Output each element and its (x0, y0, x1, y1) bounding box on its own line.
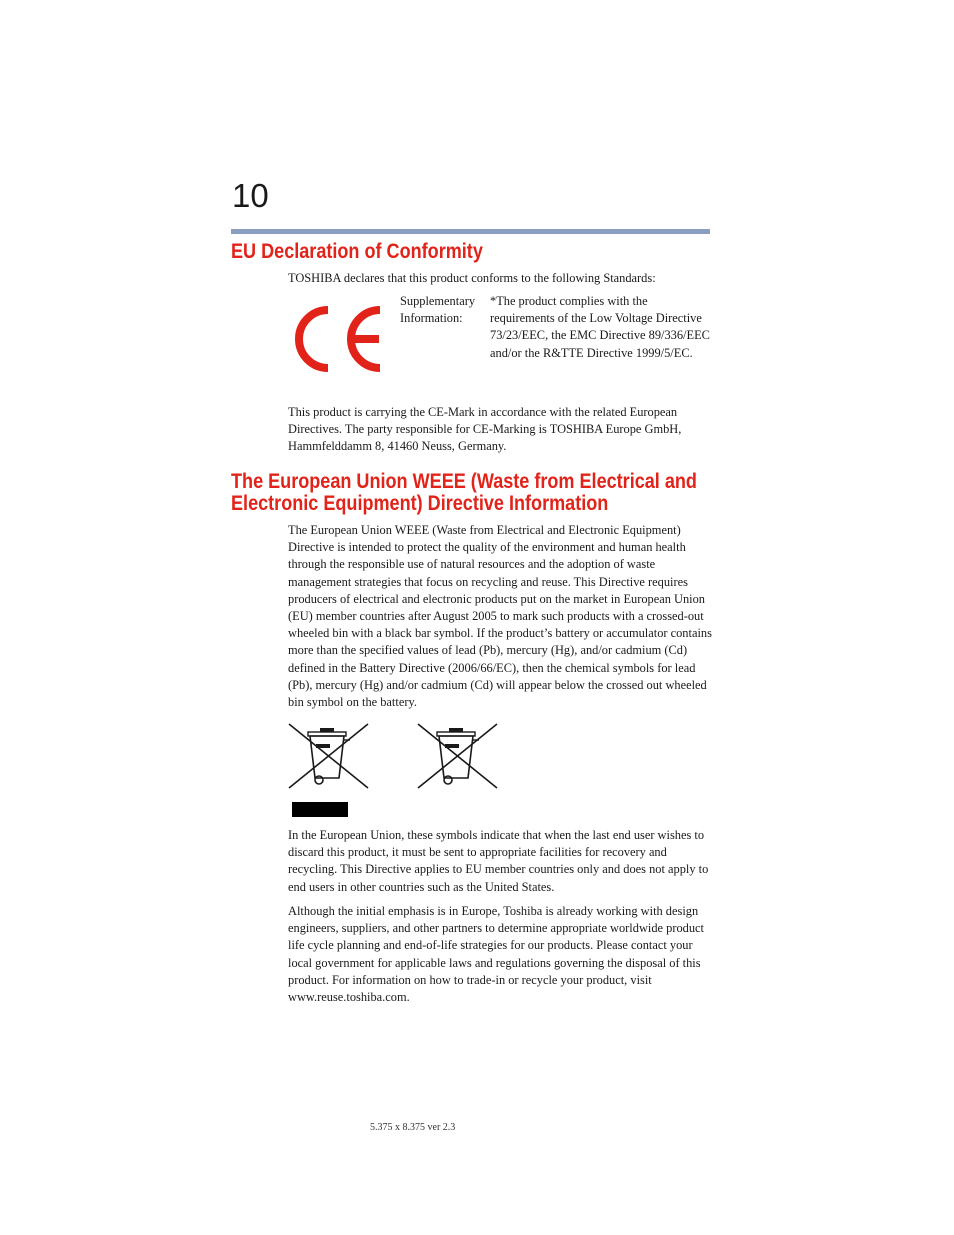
page-number: 10 (232, 177, 269, 214)
black-bar (292, 802, 348, 817)
weee-paragraph-2: In the European Union, these symbols indicate that when the last end user wishes to discard this product, it must be sent to appropriate facilities for recovery and recycling. This Directive applies to EU member countries only and does not apply to end users in other countries such as the United States. (288, 828, 709, 894)
ce-mark-note: This product is carrying the CE-Mark in accordance with the related European Directives. The party responsible for CE-Marking is TOSHIBA Europe GmbH, Hammfelddamm 8, 41460 Neuss, Germany. (288, 405, 682, 454)
header-rule (231, 229, 710, 234)
eu-declaration-intro: TOSHIBA declares that this product conforms to the following Standards: (288, 271, 656, 285)
crossed-out-wheeled-bin-icon (415, 722, 511, 790)
page-footer: 5.375 x 8.375 ver 2.3 (370, 1122, 456, 1133)
supplementary-label (400, 293, 490, 327)
supplementary-label-line1: Supplementary (400, 294, 476, 308)
weee-title-line2: Electronic Equipment) Directive Information (231, 492, 609, 515)
weee-paragraph-3: Although the initial emphasis is in Europe, Toshiba is already working with design engineers, suppliers, and other partners to determine appropriate worldwide product life cycle planning and end-of-life strategies for our products. Please contact your local government for applicable laws and regulations governing the disposal of this product. For information on how to trade-in or recycle your product, visit www.reuse.toshiba.com. (288, 904, 704, 1005)
crossed-out-wheeled-bin-with-bar-icon (286, 722, 382, 790)
weee-title-line1: The European Union WEEE (Waste from Electrical and (231, 470, 697, 493)
supplementary-label-line2: Information: (400, 311, 463, 326)
supplementary-text: *The product complies with the requirements of the Low Voltage Directive 73/23/EEC, the EMC Directive 89/336/EEC and/or the R&TTE Directive 1999/5/EC. (490, 294, 710, 360)
weee-paragraph-1: The European Union WEEE (Waste from Electrical and Electronic Equipment) Directive is intended to protect the quality of the environment and human health through the responsible use of natural resources and the adoption of waste management strategies that focus on recycling and reuse. This Directive requires producers of electrical and electronic products put on the market in European Union (EU) member countries after August 2005 to mark such products with a crossed-out wheeled bin with a black bar symbol. If the product’s battery or accumulator contains more than the specified values of lead (Pb), mercury (Hg), and/or cadmium (Cd) defined in the Battery Directive (2006/66/EC), then the chemical symbols for lead (Pb), mercury (Hg) and/or cadmium (Cd) will appear below the crossed out wheeled bin symbol on the battery. (288, 523, 712, 710)
eu-declaration-title: EU Declaration of Conformity (231, 240, 483, 263)
ce-mark-icon (288, 305, 384, 373)
